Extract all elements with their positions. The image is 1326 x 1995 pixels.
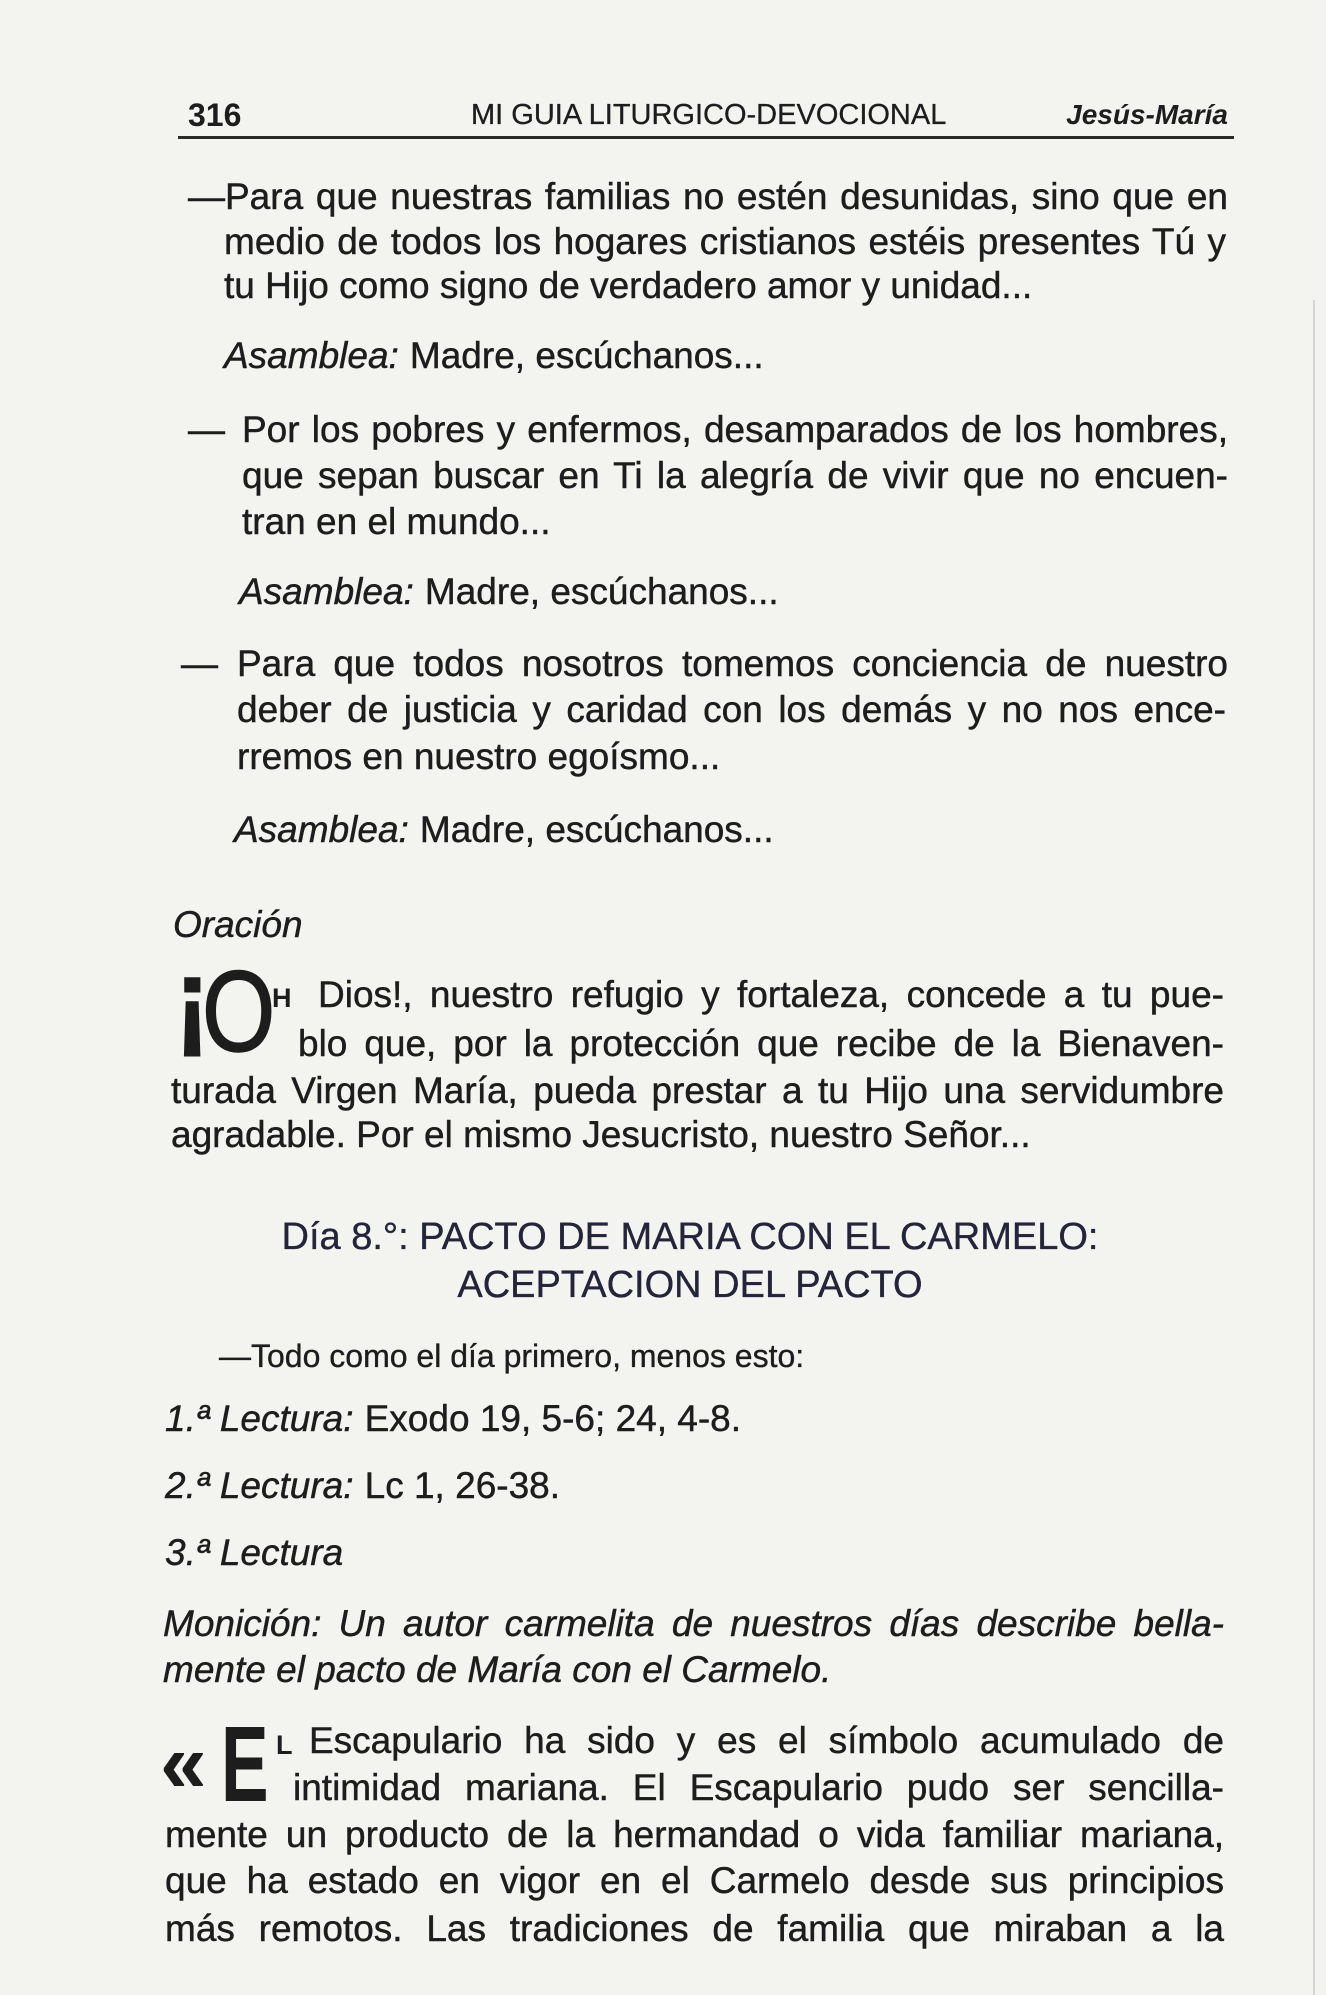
reading — [165, 1396, 741, 1442]
day-subtitle: ACEPTACION DEL PACTO — [457, 1264, 923, 1306]
prayer-initial-mark: ¡ — [173, 935, 212, 1063]
reading-text: Lc 1, 26-38. — [364, 1465, 561, 1506]
assembly-response-text: Madre, escúchanos... — [409, 335, 764, 376]
monition-line: Monición: Un autor carmelita de nuestros días describe bella- — [163, 1603, 1224, 1644]
monition-line: mente el pacto de María con el Carmelo. — [163, 1649, 832, 1690]
section-title: Jesús-María — [1066, 99, 1228, 130]
prayer-heading: Oración — [173, 904, 303, 945]
running-title: MI GUIA LITURGICO-DEVOCIONAL — [471, 99, 947, 131]
quote-line: más remotos. Las tradiciones de familia que miraban a la — [165, 1908, 1224, 1949]
petition-dash: — — [181, 643, 218, 684]
page-number: 316 — [188, 97, 242, 133]
assembly-response-label: Asamblea: — [239, 571, 414, 612]
assembly-response — [224, 333, 764, 379]
prayer-small-cap: H — [272, 983, 292, 1013]
petition-line: —Para que nuestras familias no estén desunidas, sino que en — [188, 176, 1228, 217]
petition-line: que sepan buscar en Ti la alegría de vivir que no encuen- — [242, 455, 1228, 496]
reading — [165, 1463, 560, 1509]
petition-line: tu Hijo como signo de verdadero amor y unidad... — [224, 265, 1033, 306]
quote-line: que ha estado en vigor en el Carmelo desde sus principios — [165, 1860, 1224, 1901]
reading-label: 1.ª Lectura: — [165, 1398, 354, 1439]
petition-line: tran en el mundo... — [242, 501, 551, 542]
prayer-drop-cap: O — [202, 948, 276, 1076]
reading — [165, 1530, 343, 1576]
quote-line: intimidad mariana. El Escapulario pudo ser sencilla- — [293, 1767, 1224, 1808]
day-instruction: —Todo como el día primero, menos esto: — [219, 1338, 805, 1374]
petition-line: deber de justicia y caridad con los demás y no nos ence- — [237, 689, 1226, 730]
assembly-response-label: Asamblea: — [224, 335, 399, 376]
quote-line: Escapulario ha sido y es el símbolo acumulado de — [309, 1720, 1224, 1761]
petition-line: rremos en nuestro egoísmo... — [237, 736, 721, 777]
quote-line: mente un producto de la hermandad o vida familiar mariana, — [165, 1814, 1224, 1855]
petition-line: medio de todos los hogares cristianos estéis presentes Tú y — [224, 221, 1226, 262]
prayer-line: turada Virgen María, pueda prestar a tu Hijo una servidumbre — [171, 1070, 1224, 1111]
reading-text: Exodo 19, 5-6; 24, 4-8. — [364, 1398, 742, 1439]
assembly-response-label: Asamblea: — [234, 809, 409, 850]
quote-open-mark: « — [160, 1716, 207, 1810]
petition-line: Para que todos nosotros tomemos conciencia de nuestro — [237, 643, 1228, 684]
prayer-line: blo que, por la protección que recibe de la Bienaven- — [298, 1023, 1224, 1064]
assembly-response-text: Madre, escúchanos... — [419, 809, 774, 850]
quote-small-cap: L — [276, 1730, 293, 1760]
assembly-response — [234, 807, 774, 853]
header-rule — [178, 136, 1234, 139]
reading-label: 2.ª Lectura: — [165, 1465, 354, 1506]
day-title: Día 8.°: PACTO DE MARIA CON EL CARMELO: — [281, 1216, 1099, 1258]
reading-label: 3.ª Lectura — [165, 1532, 344, 1573]
assembly-response-text: Madre, escúchanos... — [424, 571, 779, 612]
petition-line: Por los pobres y enfermos, desamparados de los hombres, — [242, 409, 1228, 450]
scan-edge-line — [1313, 300, 1315, 1995]
petition-dash: — — [188, 409, 225, 450]
quote-drop-cap: E — [221, 1703, 269, 1824]
prayer-line: agradable. Por el mismo Jesucristo, nuestro Señor... — [171, 1114, 1031, 1155]
assembly-response — [239, 569, 779, 615]
prayer-line: Dios!, nuestro refugio y fortaleza, concede a tu pue- — [318, 974, 1224, 1015]
